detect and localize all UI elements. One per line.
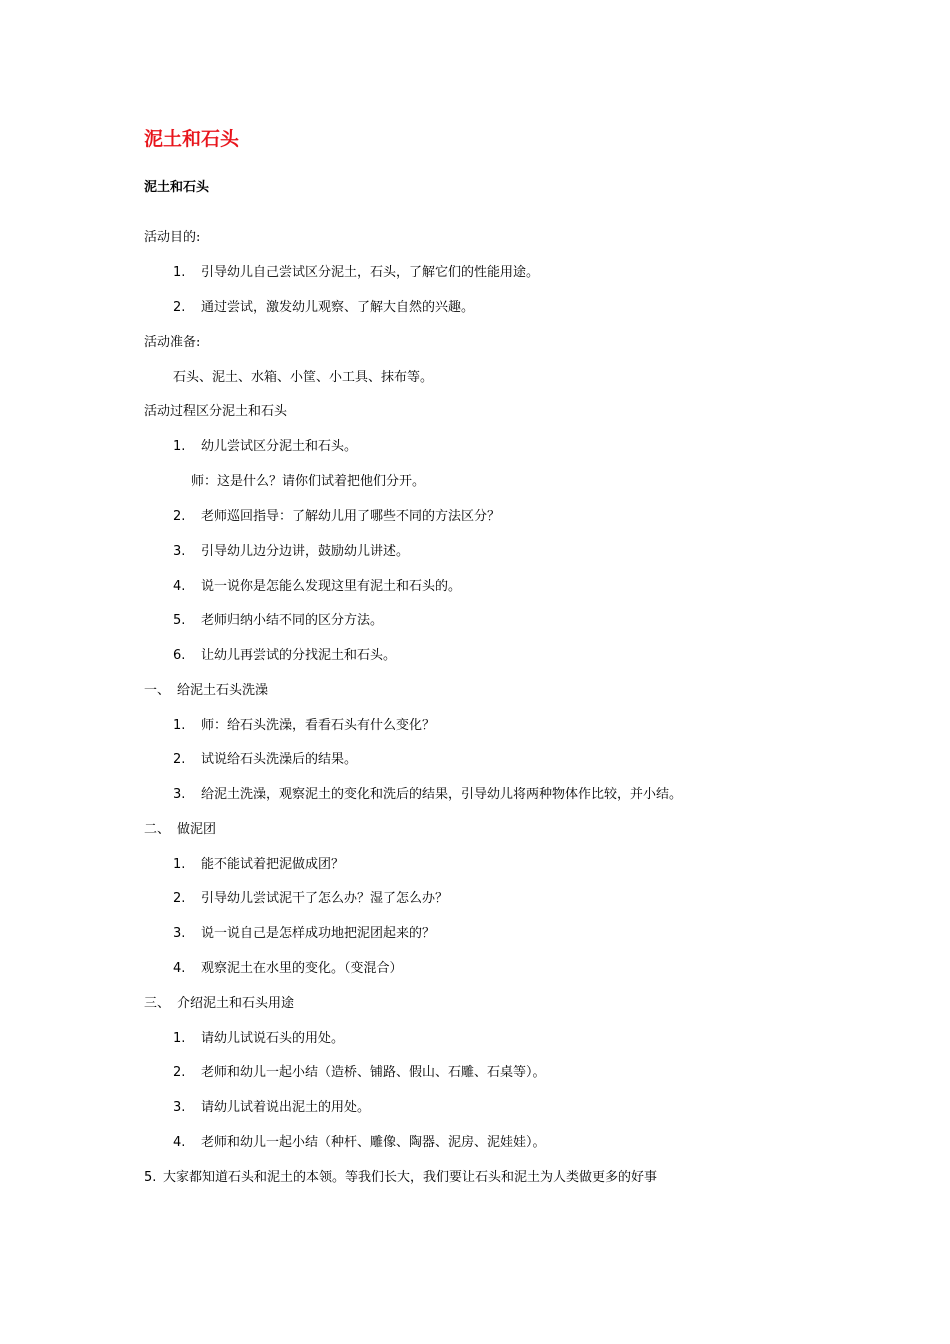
- list-item: [173, 856, 344, 874]
- section-number: 三、: [144, 996, 171, 1011]
- list-number: 6.: [173, 648, 186, 663]
- list-item: [173, 1030, 344, 1048]
- list-item: [173, 1134, 546, 1152]
- list-text: 说一说你是怎能么发现这里有泥土和石头的。: [201, 579, 462, 594]
- list-number: 1.: [173, 439, 186, 454]
- list-item: [173, 786, 682, 804]
- list-text: 大家都知道石头和泥土的本领。等我们长大，我们要让石头和泥土为人类做更多的好事: [163, 1170, 658, 1185]
- list-item: [173, 543, 409, 561]
- list-number: 4.: [173, 1135, 186, 1150]
- list-text: 观察泥土在水里的变化。（变混合）: [201, 961, 403, 976]
- list-number: 5.: [173, 613, 186, 628]
- list-text: 老师归纳小结不同的区分方法。: [201, 613, 384, 628]
- list-number: 1.: [173, 1031, 186, 1046]
- list-number: 4.: [173, 579, 186, 594]
- list-text: 请幼儿试着说出泥土的用处。: [201, 1100, 371, 1115]
- list-text: 老师和幼儿一起小结（种杆、雕像、陶器、泥房、泥娃娃）。: [201, 1135, 546, 1150]
- teacher-line: 师：这是什么？请你们试着把他们分开。: [191, 474, 426, 489]
- list-number: 1.: [173, 718, 186, 733]
- prep-heading: 活动准备:: [144, 335, 201, 350]
- list-number: 1.: [173, 857, 186, 872]
- list-item: [173, 508, 500, 526]
- list-text: 引导幼儿自己尝试区分泥土，石头，了解它们的性能用途。: [201, 265, 540, 280]
- goals-heading: 活动目的:: [144, 230, 201, 245]
- closing-item: [144, 1169, 657, 1187]
- list-item: [173, 960, 403, 978]
- list-item: [173, 578, 461, 596]
- list-item: [173, 299, 474, 317]
- section-heading: [144, 995, 294, 1013]
- list-number: 5.: [144, 1170, 157, 1185]
- section-title: 做泥团: [177, 822, 217, 837]
- list-item: [173, 612, 383, 630]
- document-subtitle: 泥土和石头: [144, 180, 210, 195]
- list-text: 老师和幼儿一起小结（造桥、铺路、假山、石雕、石桌等）。: [201, 1065, 546, 1080]
- section-title: 给泥土石头洗澡: [177, 683, 269, 698]
- prep-text: 石头、泥土、水箱、小筐、小工具、抹布等。: [173, 370, 434, 385]
- list-item: [173, 925, 435, 943]
- section-heading: [144, 821, 216, 839]
- list-item: [173, 264, 539, 282]
- list-text: 说一说自己是怎样成功地把泥团起来的？: [201, 926, 436, 941]
- list-item: [173, 647, 396, 665]
- document-title: 泥土和石头: [144, 128, 240, 150]
- list-item: [173, 751, 357, 769]
- section-title: 介绍泥土和石头用途: [177, 996, 295, 1011]
- list-text: 引导幼儿尝试泥干了怎么办？湿了怎么办？: [201, 891, 449, 906]
- section-number: 一、: [144, 683, 171, 698]
- list-text: 请幼儿试说石头的用处。: [201, 1031, 345, 1046]
- list-number: 3.: [173, 787, 186, 802]
- list-text: 给泥土洗澡，观察泥土的变化和洗后的结果，引导幼儿将两种物体作比较，并小结。: [201, 787, 683, 802]
- list-text: 引导幼儿边分边讲，鼓励幼儿讲述。: [201, 544, 410, 559]
- list-number: 2.: [173, 891, 186, 906]
- list-text: 让幼儿再尝试的分找泥土和石头。: [201, 648, 397, 663]
- list-text: 老师巡回指导：了解幼儿用了哪些不同的方法区分？: [201, 509, 501, 524]
- list-text: 试说给石头洗澡后的结果。: [201, 752, 358, 767]
- list-number: 3.: [173, 544, 186, 559]
- list-number: 2.: [173, 1065, 186, 1080]
- list-item: [173, 890, 448, 908]
- list-number: 2.: [173, 300, 186, 315]
- list-number: 3.: [173, 1100, 186, 1115]
- list-number: 3.: [173, 926, 186, 941]
- list-text: 通过尝试，激发幼儿观察、了解大自然的兴趣。: [201, 300, 475, 315]
- list-item: [173, 1064, 546, 1082]
- list-number: 4.: [173, 961, 186, 976]
- list-text: 幼儿尝试区分泥土和石头。: [201, 439, 358, 454]
- list-text: 师：给石头洗澡，看看石头有什么变化？: [201, 718, 436, 733]
- section-heading: [144, 682, 268, 700]
- process-heading: 活动过程区分泥土和石头: [144, 404, 288, 419]
- list-number: 2.: [173, 509, 186, 524]
- list-number: 2.: [173, 752, 186, 767]
- section-number: 二、: [144, 822, 171, 837]
- list-number: 1.: [173, 265, 186, 280]
- list-item: [173, 1099, 370, 1117]
- list-item: [173, 717, 435, 735]
- list-text: 能不能试着把泥做成团？: [201, 857, 345, 872]
- list-item: [173, 438, 357, 456]
